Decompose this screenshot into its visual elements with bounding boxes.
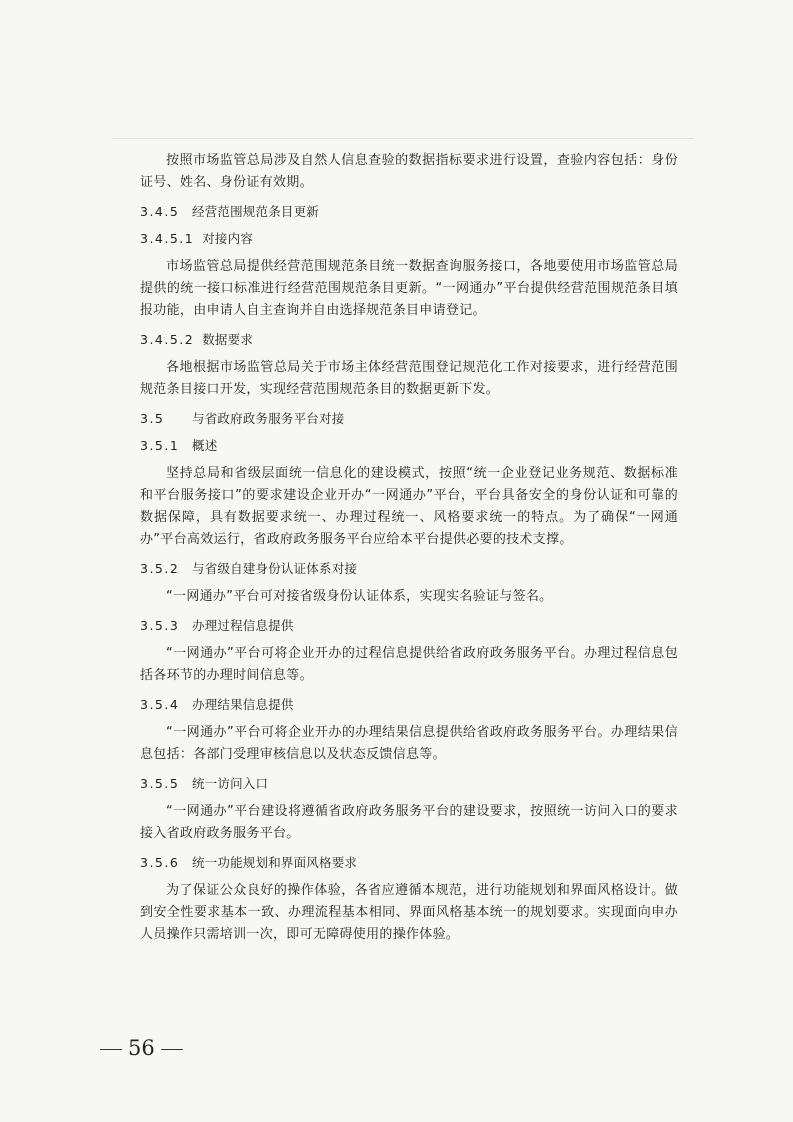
page-number-value: 56 xyxy=(128,1036,155,1060)
section-title: 办理结果信息提供 xyxy=(192,697,294,712)
section-number: 3.4.5.2 xyxy=(140,332,195,347)
section-number: 3.5 xyxy=(140,411,165,426)
section-title: 与省级自建身份认证体系对接 xyxy=(192,561,358,576)
section-heading-3-5-5 xyxy=(140,774,678,794)
intro-paragraph: 按照市场监管总局涉及自然人信息查验的数据指标要求进行设置，查验内容包括：身份证号、姓名、身份证有效期。 xyxy=(140,153,678,190)
section-number: 3.5.4 xyxy=(140,697,180,712)
section-paragraph-3-5-6: 为了保证公众良好的操作体验，各省应遵循本规范，进行功能规划和界面风格设计。做到安全性要求基本一致、办理流程基本相同、界面风格基本统一的规划要求。实现面向申办人员操作只需培训一次，即可无障碍使用的操作体验。 xyxy=(140,883,678,942)
section-number: 3.4.5 xyxy=(140,204,180,219)
section-title: 数据要求 xyxy=(202,332,254,347)
section-heading-3-5 xyxy=(140,409,678,429)
section-heading-3-4-5-2 xyxy=(140,330,678,350)
section-title: 经营范围规范条目更新 xyxy=(192,204,320,219)
section-heading-3-4-5-1 xyxy=(140,229,678,249)
section-paragraph-3-5-2: “一网通办”平台可对接省级身份认证体系，实现实名验证与签名。 xyxy=(166,589,553,604)
section-title: 统一访问入口 xyxy=(192,776,269,791)
section-title: 对接内容 xyxy=(202,231,254,246)
section-title: 与省政府政务服务平台对接 xyxy=(192,411,345,426)
section-heading-3-5-4 xyxy=(140,695,678,715)
section-heading-3-5-6 xyxy=(140,853,678,873)
section-number: 3.5.2 xyxy=(140,561,180,576)
section-title: 办理过程信息提供 xyxy=(192,618,294,633)
section-heading-3-5-1 xyxy=(140,436,678,456)
section-paragraph-3-5-3: “一网通办”平台可将企业开办的过程信息提供给省政府政务服务平台。办理过程信息包括各环节的办理时间信息等。 xyxy=(140,646,678,683)
section-number: 3.5.3 xyxy=(140,618,180,633)
section-paragraph-3-4-5-1: 市场监管总局提供经营范围规范条目统一数据查询服务接口，各地要使用市场监管总局提供的统一接口标准进行经营范围规范条目更新。“一网通办”平台提供经营范围规范条目填报功能，由申请人自主查询并自由选择规范条目申请登记。 xyxy=(140,259,678,318)
page-number-dash-right xyxy=(161,1049,183,1050)
section-paragraph-3-5-1: 坚持总局和省级层面统一信息化的建设模式，按照“统一企业登记业务规范、数据标准和平台服务接口”的要求建设企业开办“一网通办”平台，平台具备安全的身份认证和可靠的数据保障，具有数据要求统一、办理过程统一、风格要求统一的特点。为了确保“一网通办”平台高效运行，省政府政务服务平台应给本平台提供必要的技术支撑。 xyxy=(140,466,678,547)
section-heading-3-5-3 xyxy=(140,616,678,636)
page-number-dash-left xyxy=(100,1049,122,1050)
section-title: 概述 xyxy=(192,438,218,453)
section-paragraph-3-5-4: “一网通办”平台可将企业开办的办理结果信息提供给省政府政务服务平台。办理结果信息包括：各部门受理审核信息以及状态反馈信息等。 xyxy=(140,725,678,762)
section-number: 3.5.5 xyxy=(140,776,180,791)
section-paragraph-3-4-5-2: 各地根据市场监管总局关于市场主体经营范围登记规范化工作对接要求，进行经营范围规范条目接口开发，实现经营范围规范条目的数据更新下发。 xyxy=(140,360,678,397)
section-number: 3.4.5.1 xyxy=(140,231,195,246)
section-title: 统一功能规划和界面风格要求 xyxy=(192,855,358,870)
section-heading-3-4-5 xyxy=(140,202,678,222)
section-number: 3.5.1 xyxy=(140,438,180,453)
section-heading-3-5-2 xyxy=(140,559,678,579)
header-rule xyxy=(112,138,694,139)
page-number xyxy=(94,1036,189,1060)
document-body xyxy=(140,150,678,946)
section-paragraph-3-5-5: “一网通办”平台建设将遵循省政府政务服务平台的建设要求，按照统一访问入口的要求接入省政府政务服务平台。 xyxy=(140,804,678,841)
section-number: 3.5.6 xyxy=(140,855,180,870)
